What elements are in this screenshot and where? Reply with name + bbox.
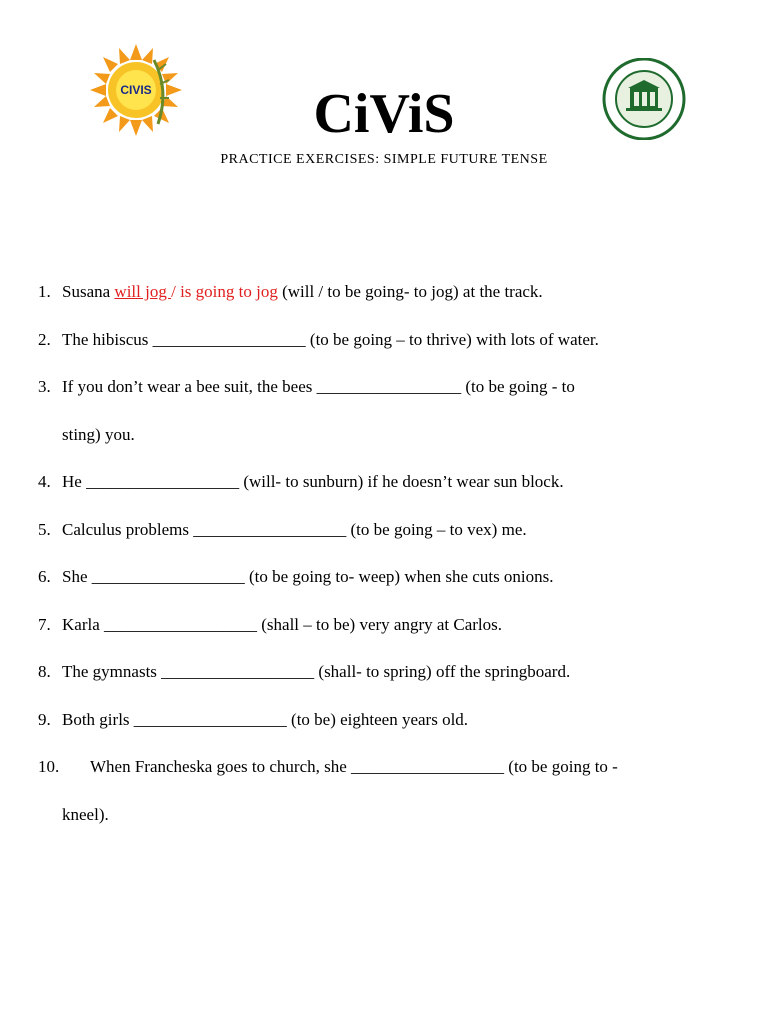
item-text: Both girls __________________ (to be) eighteen years old. — [62, 709, 469, 729]
list-item — [38, 601, 738, 649]
list-item-continuation: kneel). — [62, 804, 109, 824]
item-number: 7. — [38, 614, 51, 634]
item-text: Calculus problems __________________ (to be going – to vex) me. — [62, 519, 527, 539]
list-item — [38, 743, 738, 791]
item-text: She __________________ (to be going to- weep) when she cuts onions. — [62, 567, 554, 586]
item-text: (will / to be going- to jog) at the track. — [277, 282, 543, 301]
svg-text:CIVIS: CIVIS — [120, 83, 152, 97]
item-text: Susana — [62, 282, 115, 301]
item-number: 6. — [38, 567, 51, 586]
list-item — [38, 553, 738, 601]
item-text: If you don’t wear a bee suit, the bees _________________ (to be going - to — [62, 377, 575, 396]
item-number: 1. — [38, 282, 51, 301]
item-number: 3. — [38, 377, 51, 396]
item-number: 9. — [38, 709, 51, 729]
list-item — [38, 363, 738, 411]
answer-text: will jog — [114, 282, 172, 301]
item-text: Karla __________________ (shall – to be) very angry at Carlos. — [62, 614, 503, 634]
item-text: The hibiscus __________________ (to be going – to thrive) with lots of water. — [62, 329, 599, 349]
item-text: The gymnasts __________________ (shall- to spring) off the springboard. — [62, 662, 571, 681]
item-number: 10. — [38, 757, 60, 776]
list-item — [38, 648, 738, 696]
list-item — [38, 458, 738, 506]
list-item-continuation: sting) you. — [62, 424, 135, 444]
item-number: 8. — [38, 662, 51, 681]
page-title: CiViS — [313, 83, 455, 145]
item-number: 2. — [38, 329, 51, 349]
item-text: He __________________ (will- to sunburn) if he doesn’t wear sun block. — [62, 472, 564, 491]
list-item — [38, 696, 738, 744]
item-text: When Francheska goes to church, she __________________ (to be going to - — [90, 757, 618, 776]
answer-text: / is going to jog — [171, 282, 278, 301]
page-subtitle: PRACTICE EXERCISES: SIMPLE FUTURE TENSE — [220, 152, 548, 167]
item-number: 5. — [38, 519, 51, 539]
item-number: 4. — [38, 472, 51, 491]
list-item — [38, 506, 738, 554]
list-item — [38, 316, 738, 364]
exercise-list — [38, 268, 738, 838]
list-item — [38, 268, 738, 316]
